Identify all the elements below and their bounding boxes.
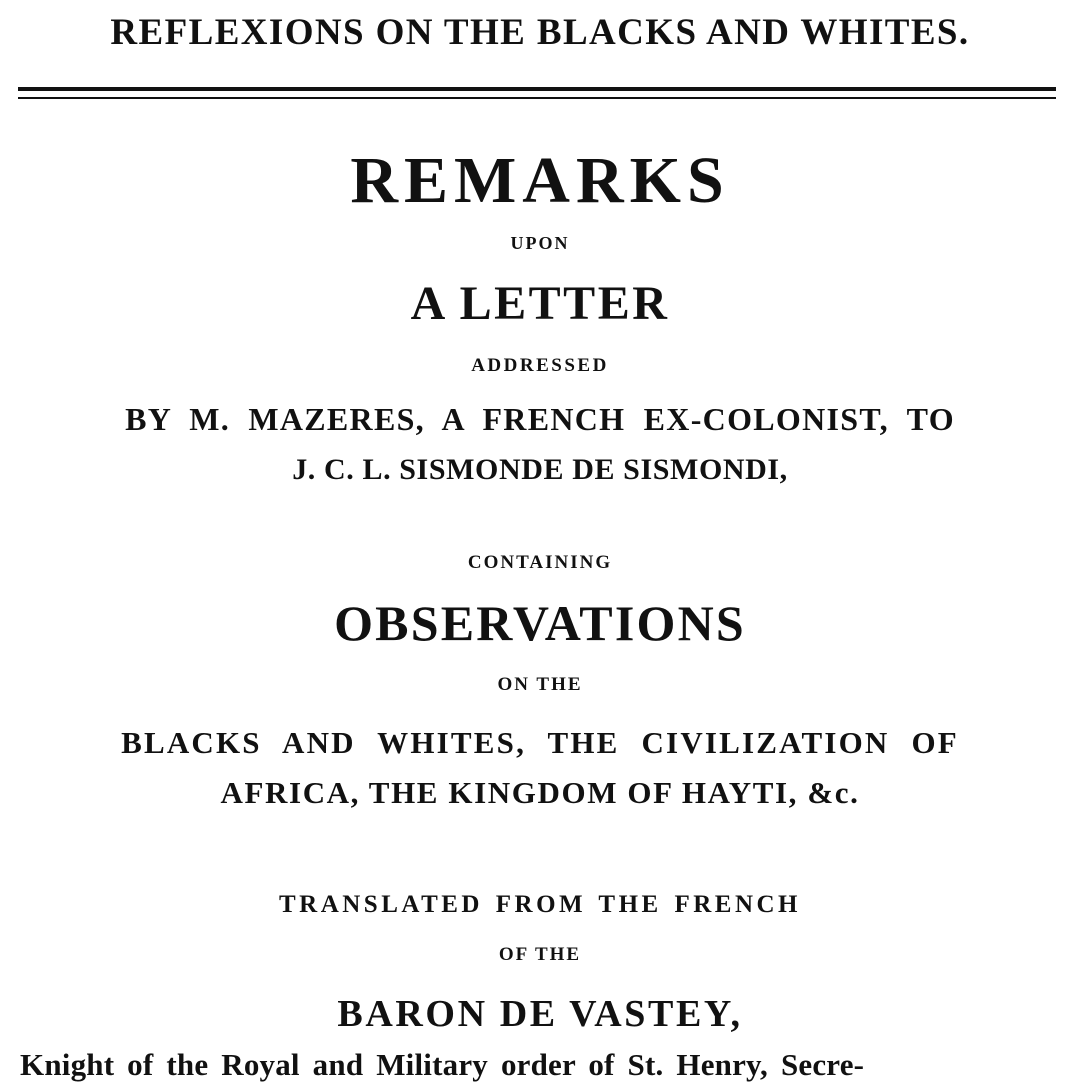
author-line-2: J. C. L. SISMONDE DE SISMONDI, [292, 453, 788, 486]
on-the-label: ON THE [497, 674, 583, 695]
containing-label: CONTAINING [467, 552, 613, 573]
main-title: REMARKS [350, 144, 730, 217]
of-the-label: OF THE [498, 944, 582, 965]
double-rule-thin [18, 97, 1056, 99]
addressed-label: ADDRESSED [471, 355, 609, 376]
author-line-1: BY M. MAZERES, A FRENCH EX-COLONIST, TO [125, 401, 955, 437]
upon-label: UPON [510, 233, 570, 253]
translated-label: TRANSLATED FROM THE FRENCH [278, 891, 802, 918]
author-name: BARON DE VASTEY, [337, 993, 743, 1035]
a-letter-heading: A LETTER [410, 277, 670, 330]
observations-heading: OBSERVATIONS [334, 595, 746, 651]
subject-line-1: BLACKS AND WHITES, THE CIVILIZATION OF [121, 725, 959, 760]
double-rule-thick [18, 87, 1056, 91]
subject-line-2: AFRICA, THE KINGDOM OF HAYTI, &c. [220, 775, 860, 810]
running-head: REFLEXIONS ON THE BLACKS AND WHITES. [110, 12, 970, 53]
author-title-line: Knight of the Royal and Military order of St. Henry, Secre- [20, 1047, 865, 1082]
